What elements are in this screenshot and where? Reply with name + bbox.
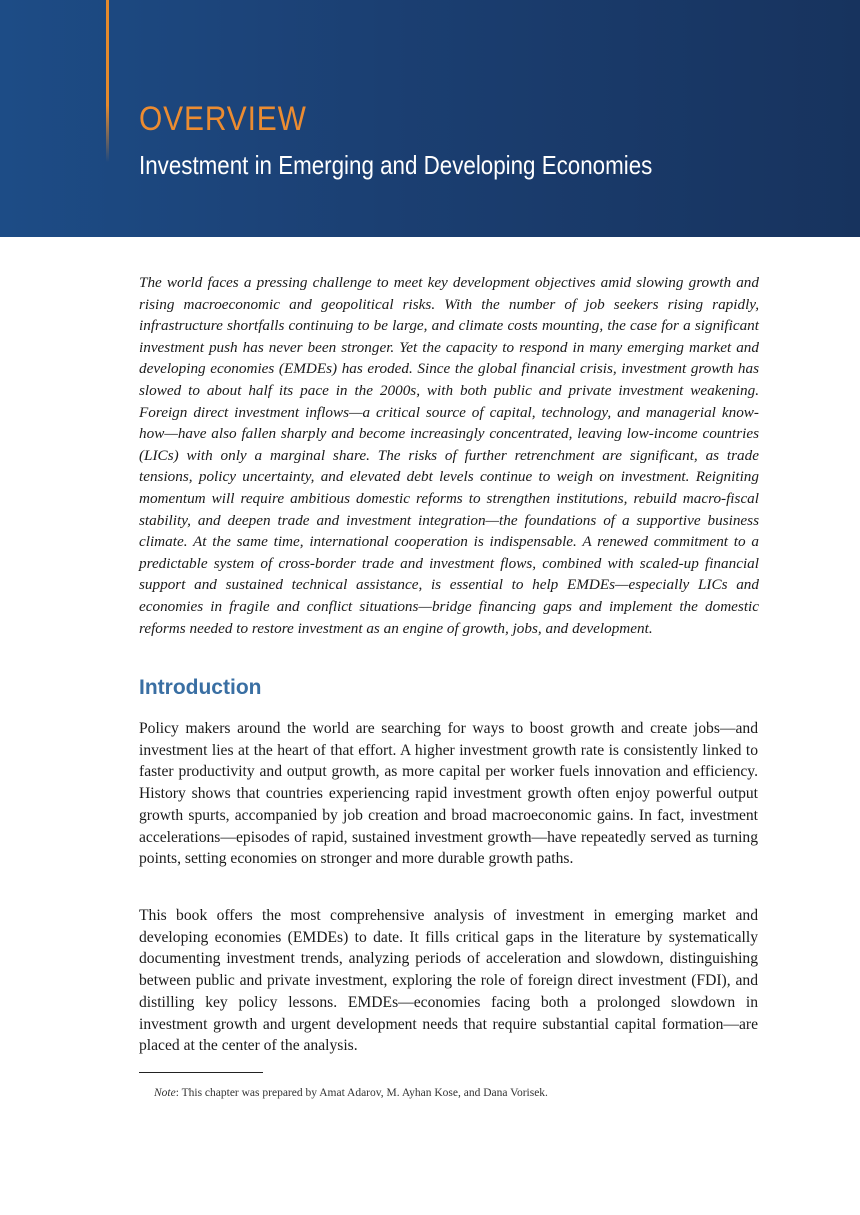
footnote bbox=[154, 1087, 548, 1099]
chapter-title: Investment in Emerging and Developing Economies bbox=[139, 150, 653, 180]
footnote-label: Note bbox=[154, 1087, 176, 1099]
body-paragraph: This book offers the most comprehensive analysis of investment in emerging market and developing economies (EMDEs) to date. It fills critical gaps in the literature by systematically documenting investment trends, analyzing periods of acceleration and slowdown, distinguishing between public and private investment, exploring the role of foreign direct investment (FDI), and distilling key policy lessons. EMDEs—economies facing both a prolonged slowdown in investment growth and urgent development needs that require substantial capital formation—are placed at the center of the analysis. bbox=[139, 907, 758, 1055]
footnote-divider bbox=[139, 1072, 263, 1073]
chapter-banner bbox=[0, 0, 860, 237]
chapter-abstract: The world faces a pressing challenge to meet key development objectives amid slowing growth and rising macroeconomic and geopolitical risks. With the number of job seekers rising rapidly, infrastructure shortfalls continuing to be large, and climate costs mounting, the case for a significant investment push has never been stronger. Yet the capacity to respond in many emerging market and developing economies (EMDEs) has eroded. Since the global financial crisis, investment growth has slowed to about half its pace in the 2000s, with both public and private investment weakening. Foreign direct investment inflows—a critical source of capital, technology, and managerial know-how—have also fallen sharply and become increasingly concentrated, leaving low-income countries (LICs) with only a marginal share. The risks of further retrenchment are significant, as trade tensions, policy uncertainty, and elevated debt levels continue to weigh on investment. Reigniting momentum will require ambitious domestic reforms to strengthen institutions, rebuild macro-fiscal stability, and deepen trade and investment integration—the foundations of a supportive business climate. At the same time, international cooperation is indispensable. A renewed commitment to a predictable system of cross-border trade and investment flows, combined with scaled-up financial support and sustained technical assistance, is essential to help EMDEs—especially LICs and economies in fragile and conflict situations—bridge financing gaps and implement the domestic reforms needed to restore investment as an engine of growth, jobs, and development. bbox=[139, 274, 759, 637]
chapter-kicker: OVERVIEW bbox=[139, 100, 307, 138]
footnote-text: : This chapter was prepared by Amat Adarov, M. Ayhan Kose, and Dana Vorisek. bbox=[175, 1087, 548, 1099]
accent-rule bbox=[106, 0, 109, 162]
section-heading-introduction: Introduction bbox=[139, 676, 262, 699]
body-paragraph: Policy makers around the world are searching for ways to boost growth and create jobs—and investment lies at the heart of that effort. A higher investment growth rate is consistently linked to faster productivity and output growth, as more capital per worker fuels innovation and efficiency. History shows that countries experiencing rapid investment growth often enjoy powerful output growth spurts, accompanied by job creation and broad macroeconomic gains. In fact, investment accelerations—episodes of rapid, sustained investment growth—have repeatedly served as turning points, setting economies on stronger and more durable growth paths. bbox=[139, 720, 758, 868]
